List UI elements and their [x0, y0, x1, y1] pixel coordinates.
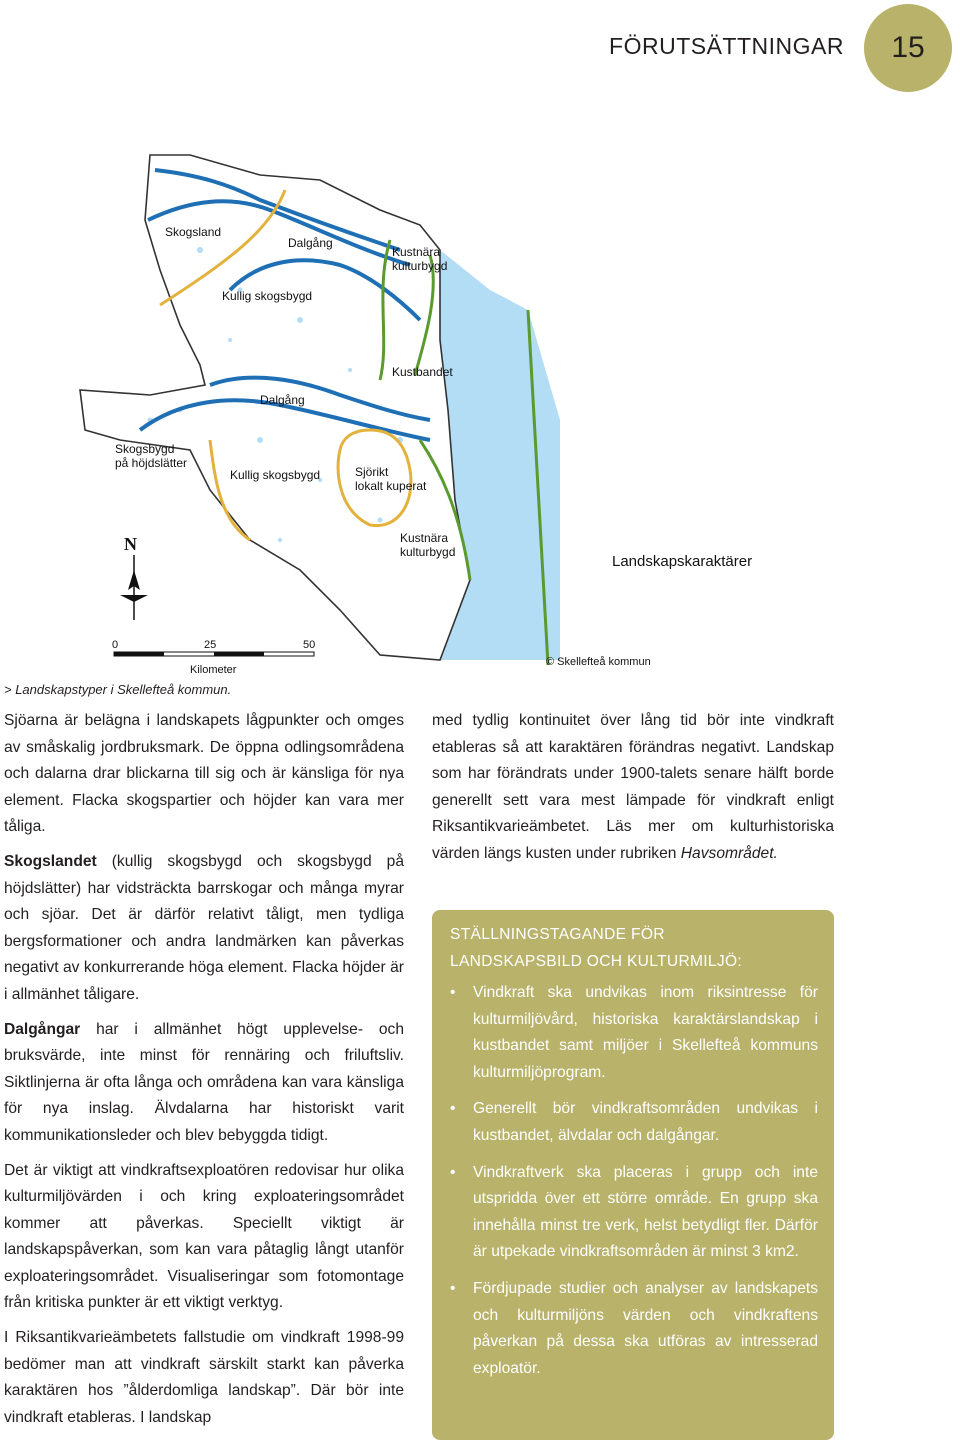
term: Dalgångar: [4, 1020, 81, 1038]
paragraph-text: har i allmänhet högt upplevelse- och bruksvärde, inte minst för rennäring och friluftsliv. Siktlinjerna är ofta långa och områdena kan vara känsliga för nya inslag. Älvdalarna har historiskt varit kommunikationsleder och blev bebyggda tidigt.: [4, 1020, 404, 1144]
map-label-hojdslatter: på höjdslätter: [115, 456, 188, 470]
policy-box: [432, 910, 834, 1440]
paragraph: Sjöarna är belägna i landskapets lågpunkter och omges av småskalig jordbruksmark. De öppna odlingsområdena och dalarna drar blickarna till sig och är känsliga för nya element. Flacka skogspartier och höjder kan vara mer tåliga.: [4, 712, 404, 836]
section-title: FÖRUTSÄTTNINGAR: [609, 33, 844, 59]
paragraph: [432, 708, 834, 868]
paragraph: I Riksantikvarieämbetets fallstudie om vindkraft 1998-99 bedömer man att vindkraft särskilt starkt kan påverka karaktären hos ”ålderdomliga landskap”. Där bör inte vindkraft etableras. I landskap: [4, 1329, 404, 1426]
right-column: [432, 708, 834, 876]
map-label-kullig-skogsbygd: Kullig skogsbygd: [222, 289, 313, 303]
paragraph: [4, 1017, 404, 1150]
map-label-skogsland: Skogsland: [165, 225, 222, 239]
box-title: [450, 922, 742, 975]
page-number-badge: 15: [864, 4, 952, 92]
map-label-dalgang: Dalgång: [288, 236, 333, 250]
list-item: • Vindkraftverk ska placeras i grupp och inte utspridda över ett större område. En grupp ska innehålla minst tre verk, helst betydligt fler. Därför är utpekade vindkraftsområden är minst 3 km2.: [450, 1160, 818, 1266]
map-label-kulturbygd: kulturbygd: [392, 259, 448, 273]
scale-end: 50: [303, 639, 316, 651]
map-label-kustnara: Kustnära: [400, 531, 449, 545]
scale-bar: [112, 639, 315, 676]
map-caption: > Landskapstyper i Skellefteå kommun.: [4, 682, 232, 697]
north-arrow-icon: [120, 534, 148, 620]
map-label-kullig-skogsbygd: Kullig skogsbygd: [230, 468, 321, 482]
scale-mid: 25: [204, 639, 217, 651]
paragraph-text: med tydlig kontinuitet över lång tid bör inte vindkraft etableras så att karaktären förändras negativt. Landskap som har förändrats under 1900-talets senare hälft borde generellt sett vara mest lämpade för vindkraft enligt Riksantikvarieämbetet. Läs mer om kulturhistoriska värden längs kusten under rubriken: [432, 712, 834, 862]
north-label: N: [124, 534, 137, 554]
paragraph-text: (kullig skogsbygd och skogsbygd på höjdslätter) har vidsträckta barrskogar och många myrar och sjöar. Det är därför relativt tåligt, men tydliga bergsformationer och andra landmärken kan påverkas negativt av konkurrerande höga element. Flacka höjder är i allmänhet tåligare.: [4, 852, 404, 1003]
map-label-kustnara: Kustnära: [392, 245, 441, 259]
paragraph: Det är viktigt att vindkraftsexploatören redovisar hur olika kulturmiljövärden i och kring exploateringsområdet kommer att påverkas. Speciellt viktigt är landskapspåverkan, som kan vara påtaglig långt utanför exploateringsområdet. Visualiseringar som fotomontage från kritiska punkter är ett viktigt verktyg.: [4, 1161, 404, 1312]
list-item: • Generellt bör vindkraftsområden undvikas i kustbandet, älvdalar och dalgångar.: [450, 1096, 818, 1149]
map-label-dalgang: Dalgång: [260, 393, 305, 407]
map-label-lokalt-kuperat: lokalt kuperat: [355, 479, 427, 493]
list-item: • Fördjupade studier och analyser av landskapets och kulturmiljöns värden och vindkraftens påverkan på dessa ska utföras av intresserad exploatör.: [450, 1276, 818, 1382]
map-label-sjorikt: Sjörikt: [355, 465, 389, 479]
map-label-kulturbygd: kulturbygd: [400, 545, 456, 559]
scale-zero: 0: [112, 639, 119, 651]
land-area: [80, 155, 470, 660]
landscape-map: [0, 140, 960, 680]
scale-unit: Kilometer: [190, 664, 237, 676]
term: Skogslandet: [4, 852, 97, 870]
map-label-skogsbygd: Skogsbygd: [115, 442, 175, 456]
policy-list: [450, 980, 818, 1392]
list-item: • Vindkraft ska undvikas inom riksintresse för kulturmiljövård, historiska karaktärslandskap i kustbandet samt miljöer i Skellefteå kommuns kulturmiljöprogram.: [450, 980, 818, 1086]
reference-italic: Havsområdet.: [680, 844, 778, 862]
left-column: [4, 708, 404, 1439]
box-title-line: STÄLLNINGSTAGANDE FÖR: [450, 926, 665, 943]
map-title: Landskapskaraktärer: [612, 553, 753, 570]
map-label-kustbandet: Kustbandet: [392, 365, 453, 379]
box-title-line: LANDSKAPSBILD OCH KULTURMILJÖ:: [450, 952, 743, 970]
copyright-label: © Skellefteå kommun: [546, 656, 651, 668]
paragraph: [4, 849, 404, 1009]
